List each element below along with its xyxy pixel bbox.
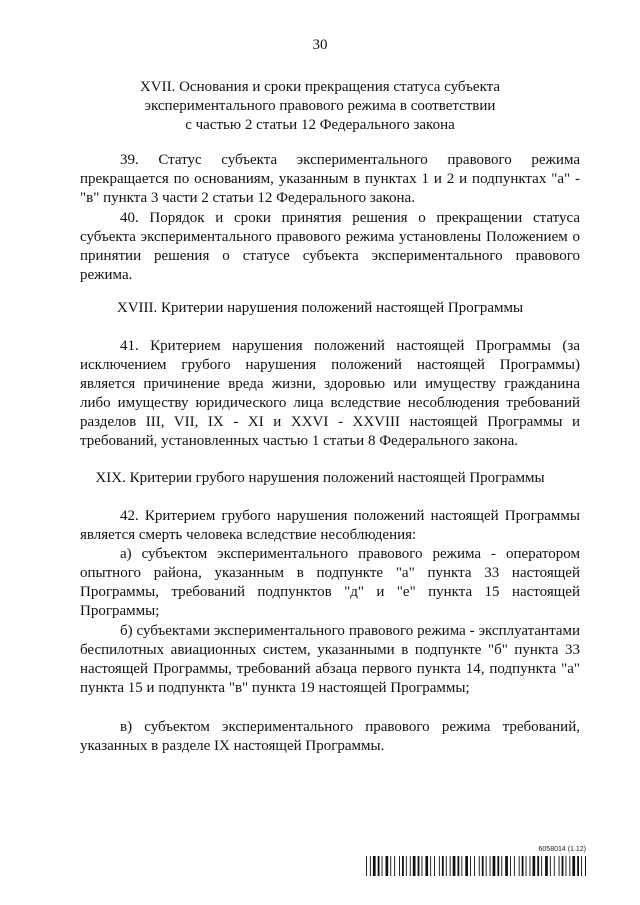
barcode — [366, 856, 586, 876]
paragraph-42-item-b: б) субъектами экспериментального правового режима - эксплуатантами беспилотных авиационных систем, указанными в подпункте "б" пункта 33 настоящей Программы, требований абзаца первого пункта 14, подпункта "а" пункта 15 и подпункта "в" пункта 19 настоящей Программы; — [80, 623, 580, 696]
paragraph-41: 41. Критерием нарушения положений настоящей Программы (за исключением грубого нарушения положений настоящей Программы) является причинение вреда жизни, здоровью или имуществу гражданина либо имуществу юридического лица вследствие несоблюдения требований разделов III, VII, IX - XI и XXVI - XXVIII настоящей Программы и требований, установленных частью 1 статьи 8 Федерального закона. — [80, 338, 580, 449]
section-19-heading: XIX. Критерии грубого нарушения положений настоящей Программы — [95, 470, 545, 486]
paragraph-42-item-a: а) субъектом экспериментального правового режима - оператором опытного района, указанным в подпункте "а" пункта 33 настоящей Программы, требований подпунктов "д" и "е" пункта 15 настоящей Программы; — [80, 546, 580, 619]
paragraph-42: 42. Критерием грубого нарушения положений настоящей Программы является смерть человека вследствие несоблюдения: — [80, 508, 580, 543]
page-number: 30 — [312, 37, 328, 53]
section-18-heading: XVIII. Критерии нарушения положений настоящей Программы — [116, 300, 524, 316]
paragraph-42-item-c: в) субъектом экспериментального правового режима требований, указанных в разделе IX настоящей Программы. — [80, 719, 580, 754]
section-17-heading-line-3: с частью 2 статьи 12 Федерального закона — [185, 117, 455, 133]
paragraph-40: 40. Порядок и сроки принятия решения о прекращении статуса субъекта экспериментального правового режима установлены Положением о принятии решения о статусе субъекта экспериментального правового режима. — [80, 210, 580, 283]
section-17-heading-line-2: экспериментального правового режима в соответствии — [144, 98, 496, 114]
section-17-heading — [60, 78, 580, 135]
paragraph-39: 39. Статус субъекта экспериментального правового режима прекращается по основаниям, указанным в пунктах 1 и 2 и подпунктах "а" - "в" пункта 3 части 2 статьи 12 Федерального закона. — [80, 152, 580, 206]
barcode-number: 6058014 (1.12) — [538, 846, 586, 853]
section-17-heading-line-1: XVII. Основания и сроки прекращения статуса субъекта — [139, 79, 501, 95]
barcode-block — [366, 846, 586, 876]
